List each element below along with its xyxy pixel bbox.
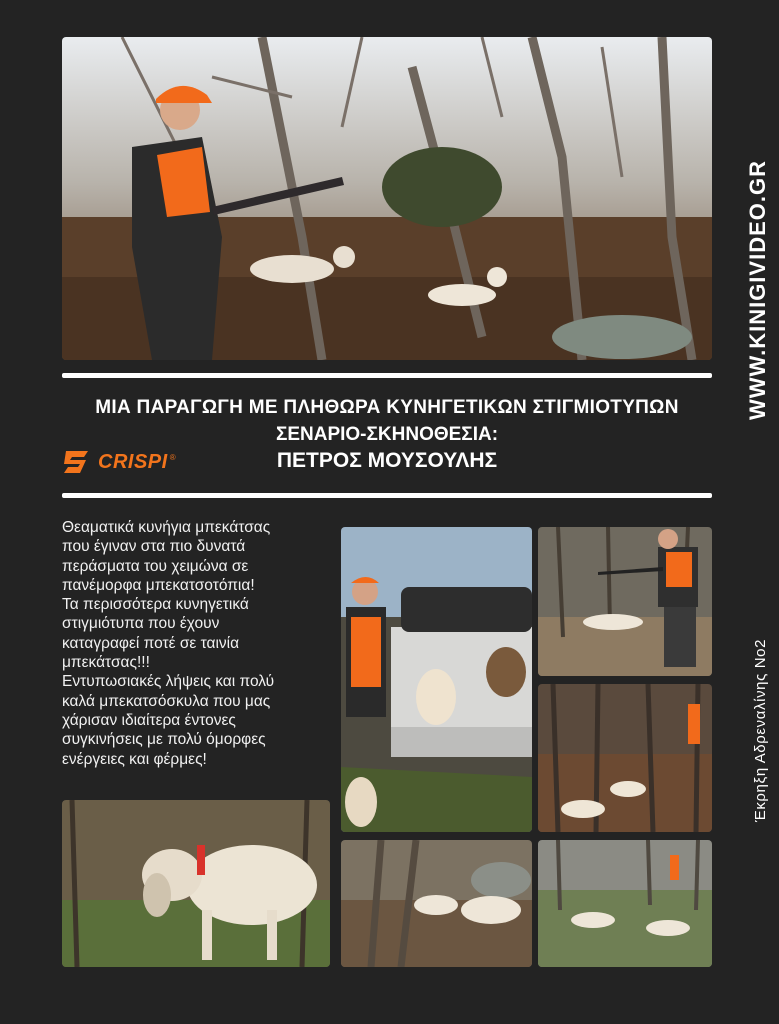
product-title-text: Έκρηξη Αδρεναλίνης Νο2 — [752, 638, 770, 822]
brand-logo — [62, 448, 176, 476]
description-line: Τα περισσότερα κυνηγετικά — [62, 596, 249, 614]
brand-name: CRISPI — [98, 450, 168, 473]
credit-label: ΣΕΝΑΡΙΟ-ΣΚΗΝΟΘΕΣΙΑ: — [275, 424, 499, 445]
photo-two-setters — [341, 840, 532, 967]
description-line: συγκινήσεις με πολύ όμορφες — [62, 731, 266, 749]
description-line: περάσματα του χειμώνα σε — [62, 557, 249, 575]
description-line: μπεκάτσας!!! — [62, 654, 150, 672]
description-line: Εντυπωσιακές λήψεις και πολύ — [62, 673, 275, 691]
photo-hunter-aiming — [538, 527, 712, 676]
website-url — [740, 120, 776, 460]
website-url-text: WWW.KINIGIVIDEO.GR — [745, 160, 770, 420]
photo-dogs-meadow — [538, 840, 712, 967]
crispi-mark-icon — [62, 449, 92, 475]
description-line: που έγιναν στα πιο δυνατά — [62, 538, 246, 556]
description-line: Θεαματικά κυνήγια μπεκάτσας — [62, 519, 271, 536]
photo-setter-closeup — [62, 800, 330, 967]
description-line: καταγραφεί ποτέ σε ταινία — [62, 634, 240, 652]
bottom-rule — [62, 493, 712, 498]
photo-hunter-truck — [341, 527, 532, 832]
description-line: στιγμιότυπα που έχουν — [62, 615, 220, 633]
description-line: πανέμορφα μπεκατσοτόπια! — [62, 576, 255, 594]
credit-name: ΠΕΤΡΟΣ ΜΟΥΣΟΥΛΗΣ — [276, 449, 498, 472]
registered-mark: ® — [169, 452, 176, 462]
description-line: καλά μπεκατσόσκυλα που μας — [62, 692, 271, 710]
headline: ΜΙΑ ΠΑΡΑΓΩΓΗ ΜΕ ΠΛΗΘΩΡΑ ΚΥΝΗΓΕΤΙΚΩΝ ΣΤΙΓΜΙΟΤΥΠΩΝ — [95, 397, 679, 418]
description-line: χάρισαν ιδιαίτερα έντονες — [62, 711, 236, 729]
description-line: ενέργειες και φέρμες! — [62, 750, 207, 768]
top-rule — [62, 373, 712, 378]
description — [62, 518, 332, 769]
hero-photo — [62, 37, 712, 360]
photo-dogs-forest — [538, 684, 712, 832]
product-title — [746, 600, 776, 860]
